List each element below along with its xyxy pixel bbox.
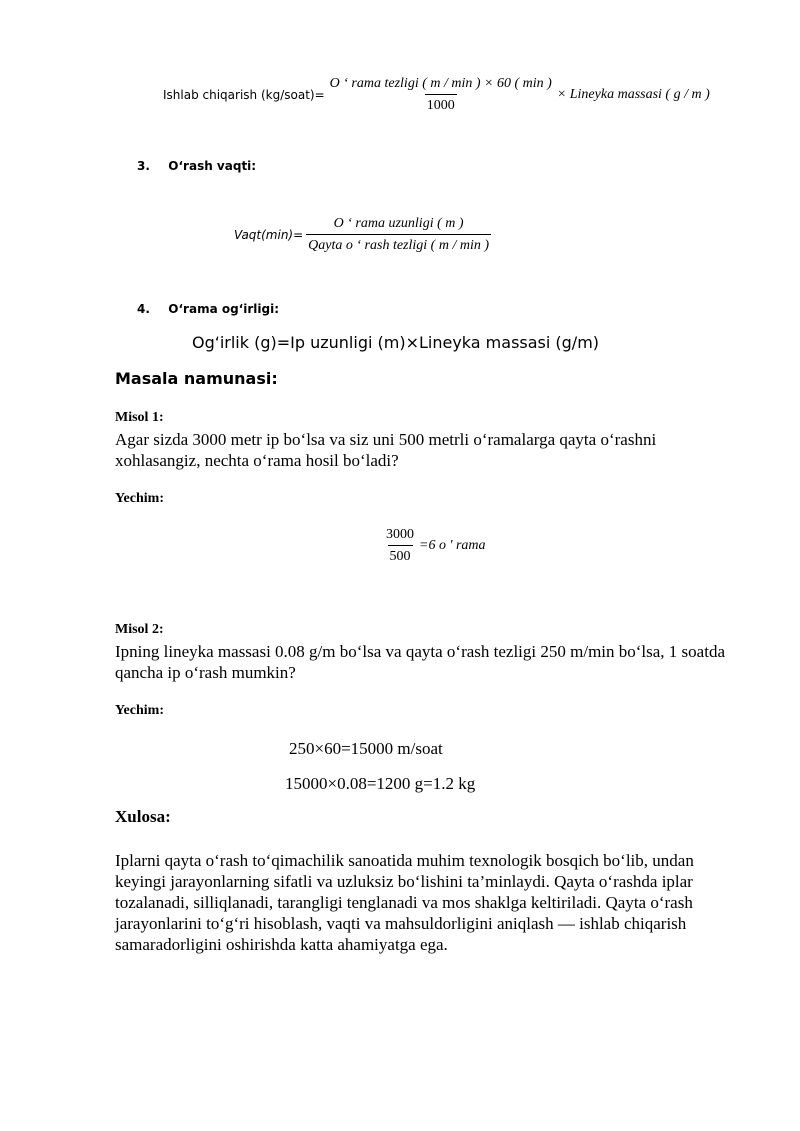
- example-1-title: Misol 1:: [115, 410, 164, 425]
- conclusion-heading: Xulosa:: [115, 807, 171, 826]
- production-denominator: 1000: [425, 94, 457, 114]
- sample-heading: Masala namunasi:: [115, 369, 278, 388]
- section-4-title: O‘rama og‘irligi:: [168, 302, 280, 316]
- weight-formula: Og‘irlik (g)=Ip uzunligi (m)×Lineyka massasi (g/m): [192, 333, 600, 352]
- production-formula: [163, 76, 710, 114]
- time-fraction: [306, 216, 491, 254]
- example-2-solution-label: Yechim:: [115, 703, 164, 718]
- time-formula-label: Vaqt(min)=: [234, 228, 304, 242]
- example-1-text: Agar sizda 3000 metr ip bo‘lsa va siz uni 500 metrli o‘ramalarga qayta o‘rashni xohlasangiz, nechta o‘rama hosil bo‘ladi?: [115, 430, 657, 470]
- section-4-heading: [137, 302, 279, 316]
- example-1-fraction: [384, 527, 416, 565]
- section-3-number: 3.: [137, 159, 150, 173]
- example-2-title: Misol 2:: [115, 622, 164, 637]
- example-2-line-2: 15000×0.08=1200 g=1.2 kg: [285, 774, 476, 793]
- conclusion-text: Iplarni qayta o‘rash to‘qimachilik sanoatida muhim texnologik bosqich bo‘lib, undan keyingi jarayonlarning sifatli va uzluksiz bo‘lishini ta’minlaydi. Qayta o‘rashda iplar tozalanadi, silliqlanadi, tarangligi tenglanadi va mos shaklga keltiriladi. Qayta o‘rash jarayonlarini to‘g‘ri hisoblash, vaqti va mahsuldorligini aniqlash — ishlab chiqarish samaradorligini oshirishda katta ahamiyatga ega.: [115, 851, 694, 954]
- production-fraction: [328, 76, 554, 114]
- production-formula-label: Ishlab chiqarish (kg/soat)=: [163, 88, 325, 102]
- production-numerator: O ‘ rama tezligi ( m / min ) × 60 ( min ): [329, 76, 552, 91]
- time-numerator: O ‘ rama uzunligi ( m ): [333, 216, 464, 231]
- section-3-title: O‘rash vaqti:: [168, 159, 257, 173]
- example-1-denominator: 500: [388, 545, 413, 565]
- time-denominator: Qayta o ‘ rash tezligi ( m / min ): [306, 234, 491, 254]
- example-1-numerator: 3000: [386, 527, 414, 542]
- production-formula-tail: × Lineyka massasi ( g / m ): [556, 87, 710, 102]
- time-formula: [234, 216, 494, 254]
- example-2-line-1: 250×60=15000 m/soat: [289, 739, 443, 758]
- example-1-result: =6 o ' rama: [419, 538, 486, 553]
- example-1-formula: [384, 527, 486, 565]
- example-2-text: Ipning lineyka massasi 0.08 g/m bo‘lsa va qayta o‘rash tezligi 250 m/min bo‘lsa, 1 soatda qancha ip o‘rash mumkin?: [115, 642, 725, 682]
- section-4-number: 4.: [137, 302, 150, 316]
- example-1-solution-label: Yechim:: [115, 491, 164, 506]
- section-3-heading: [137, 159, 256, 173]
